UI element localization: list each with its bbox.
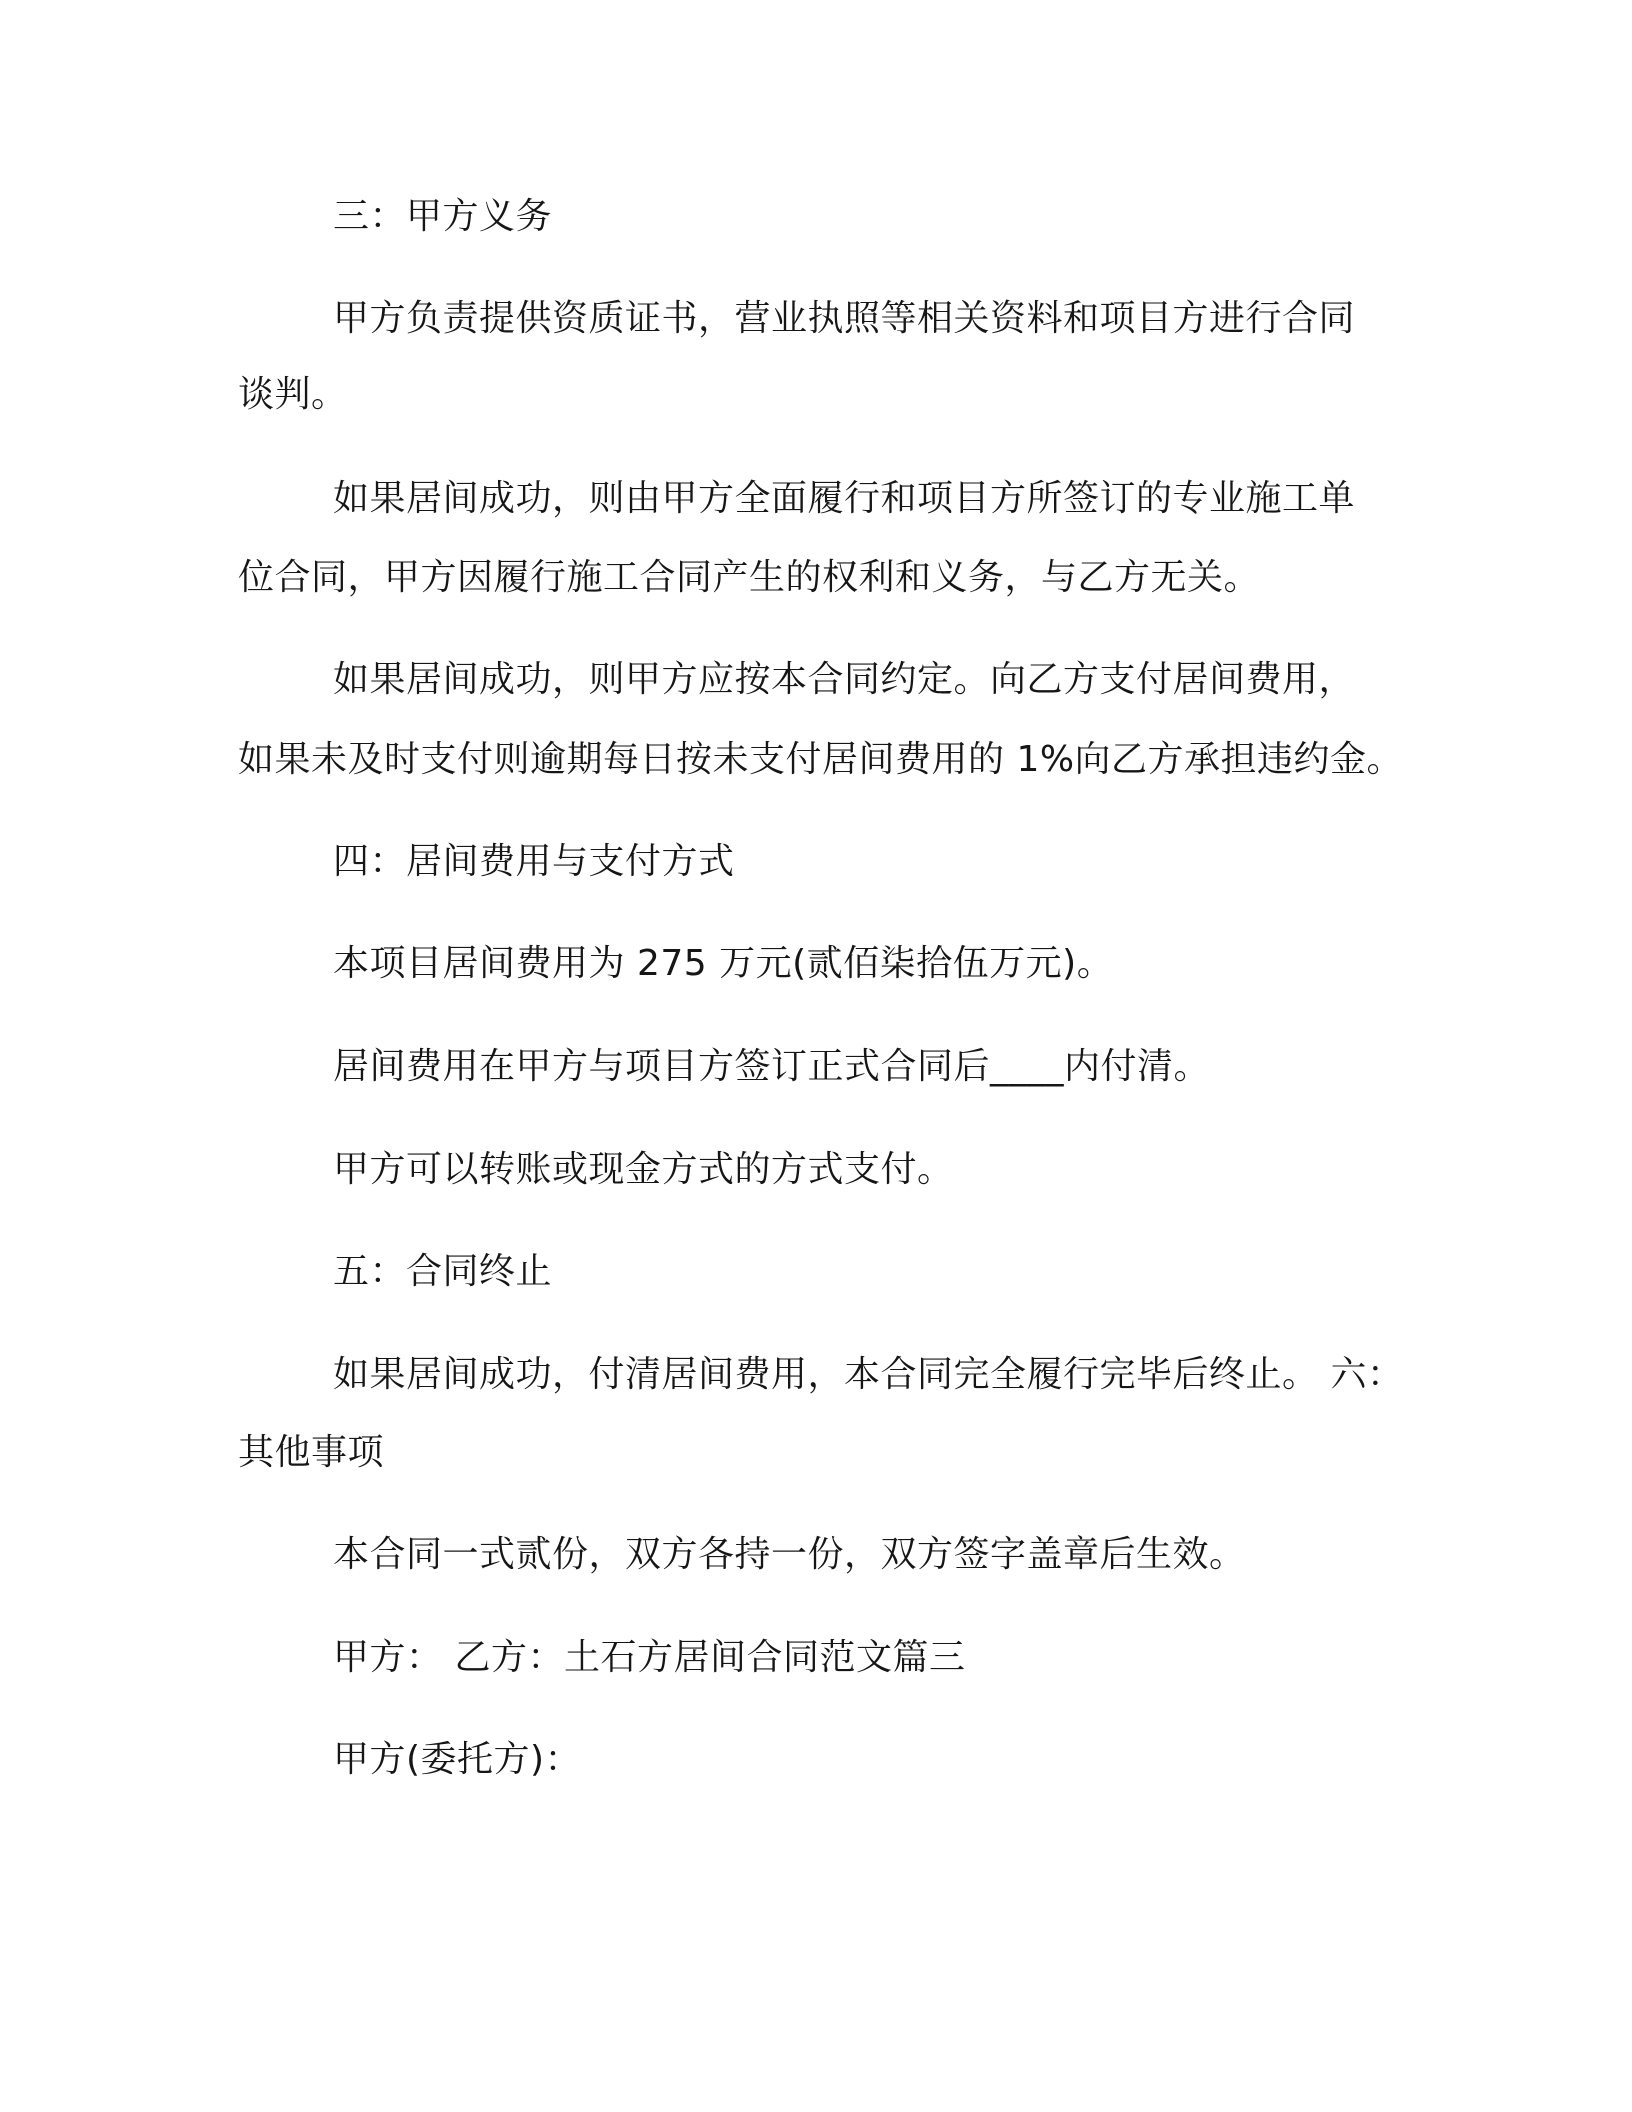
section-heading-party-a-obligations: 三：甲方义务 bbox=[333, 196, 553, 237]
paragraph-line: 其他事项 bbox=[238, 1432, 385, 1473]
paragraph-line: 位合同，甲方因履行施工合同产生的权利和义务，与乙方无关。 bbox=[238, 557, 1261, 598]
paragraph-line: 居间费用在甲方与项目方签订正式合同后____内付清。 bbox=[333, 1046, 1211, 1087]
paragraph-line: 甲方可以转账或现金方式的方式支付。 bbox=[333, 1149, 954, 1190]
signature-parties-line: 甲方： 乙方：土石方居间合同范文篇三 bbox=[333, 1637, 966, 1678]
paragraph-line: 如果居间成功，付清居间费用，本合同完全履行完毕后终止。 六： bbox=[333, 1354, 1404, 1395]
paragraph-line: 谈判。 bbox=[238, 374, 348, 415]
paragraph-line: 如果居间成功，则由甲方全面履行和项目方所签订的专业施工单 bbox=[333, 478, 1356, 519]
paragraph-line: 如果居间成功，则甲方应按本合同约定。向乙方支付居间费用， bbox=[333, 659, 1356, 700]
client-party-line: 甲方(委托方)： bbox=[333, 1739, 582, 1780]
paragraph-line: 如果未及时支付则逾期每日按未支付居间费用的 1%向乙方承担违约金。 bbox=[238, 739, 1404, 780]
section-heading-contract-termination: 五：合同终止 bbox=[333, 1251, 553, 1292]
section-heading-fee-and-payment: 四：居间费用与支付方式 bbox=[333, 841, 735, 882]
paragraph-line: 本项目居间费用为 275 万元(贰佰柒拾伍万元)。 bbox=[333, 943, 1114, 984]
paragraph-line: 本合同一式贰份，双方各持一份，双方签字盖章后生效。 bbox=[333, 1534, 1246, 1575]
paragraph-line: 甲方负责提供资质证书，营业执照等相关资料和项目方进行合同 bbox=[333, 298, 1356, 339]
